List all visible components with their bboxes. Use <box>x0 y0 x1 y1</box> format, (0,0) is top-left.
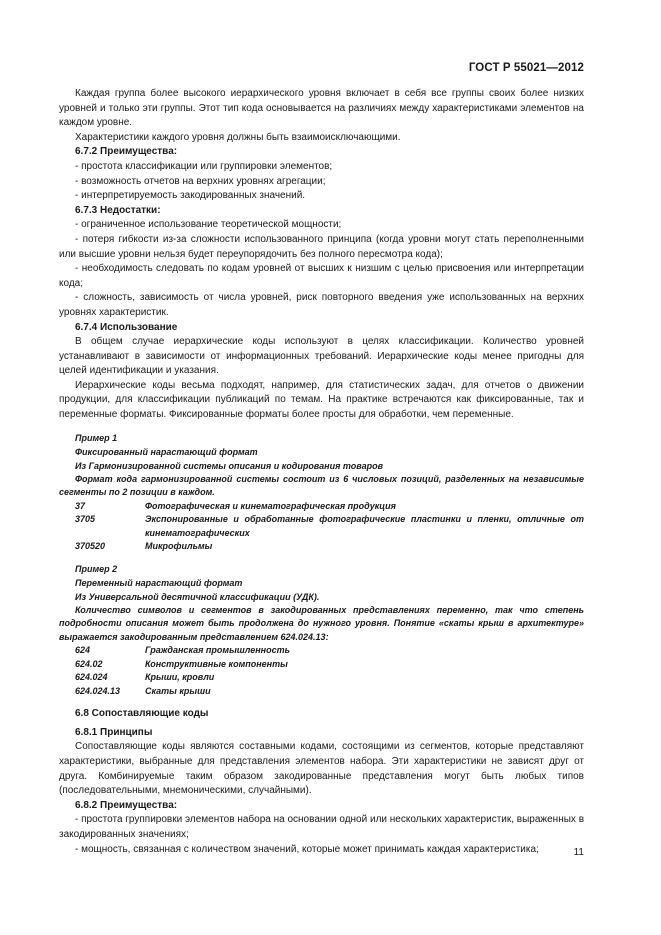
example-row <box>59 658 584 672</box>
example-row <box>59 500 584 514</box>
list-item: - возможность отчетов на верхних уровнях агрегации; <box>59 175 584 190</box>
section-heading: 6.8.2 Преимущества: <box>75 799 178 811</box>
section-heading: 6.8.1 Принципы <box>75 726 153 738</box>
example-row <box>59 513 584 540</box>
page-number: 11 <box>573 847 584 858</box>
example-row <box>59 644 584 658</box>
list-item: - простота группировки элементов набора на основании одной или нескольких характеристик, выраженных в закодированных значениях; <box>59 813 584 842</box>
list-item: - ограниченное использование теоретической мощности; <box>59 218 584 233</box>
example-row <box>59 685 584 699</box>
example-desc: Фотографическая и кинематографическая продукция <box>145 500 396 511</box>
example-row <box>59 671 584 685</box>
example-paragraph: Формат кода гармонизированной системы состоит из 6 числовых позиций, разделенных на независимые сегменты по 2 позиции в каждом. <box>59 473 584 498</box>
example-code: 624.024 <box>75 672 108 683</box>
example-title: Пример 1 <box>75 432 118 443</box>
example-title: Пример 2 <box>75 563 118 574</box>
example-code: 370520 <box>75 541 106 552</box>
example-code: 624.024.13 <box>75 685 121 696</box>
list-item: - необходимость следовать по кодам уровней от высших к низшим с целью присвоения или интерпретации кода; <box>59 262 584 291</box>
paragraph: Иерархические коды весьма подходят, например, для статистических задач, для отчетов о движении продукции, для классификации публикаций по темам. На практике встречаются как фиксированные, так и переменные форматы. Фиксированные форматы более просты для обработки, чем переменные. <box>59 379 584 421</box>
example-line: Переменный нарастающий формат <box>75 577 243 588</box>
document-body <box>59 87 584 857</box>
example-code: 624.02 <box>75 658 103 669</box>
example-line: Из Гармонизированной системы описания и кодирования товаров <box>75 460 384 471</box>
paragraph: В общем случае иерархические коды используют в целях классификации. Количество уровней устанавливают в зависимости от информационных требований. Иерархические коды менее пригодны для целей идентификации и указания. <box>59 336 584 377</box>
example-code: 624 <box>75 645 91 656</box>
example-desc: Крыши, кровли <box>145 672 215 683</box>
section-heading: 6.7.2 Преимущества: <box>75 146 178 158</box>
paragraph: Характеристики каждого уровня должны быть взаимоисключающими. <box>75 131 401 143</box>
example-desc: Микрофильмы <box>145 541 213 552</box>
paragraph: Каждая группа более высокого иерархического уровня включает в себя все группы своих более низких уровней и только эти группы. Этот тип кода основывается на различиях между характеристиками элементов на каждом уровне. <box>59 88 584 129</box>
example-desc: Скаты крыши <box>145 685 211 696</box>
list-item: - мощность, связанная с количеством значений, которые может принимать каждая характеристика; <box>59 843 584 858</box>
section-heading: 6.7.3 Недостатки: <box>75 204 161 216</box>
example-row <box>59 540 584 554</box>
example-desc: Конструктивные компоненты <box>145 658 288 669</box>
section-heading: 6.8 Сопоставляющие коды <box>75 708 209 720</box>
document-header: ГОСТ Р 55021—2012 <box>468 62 584 74</box>
section-heading: 6.7.4 Использование <box>75 321 178 333</box>
example-line: Из Универсальной десятичной классификации (УДК). <box>75 591 320 602</box>
list-item: - потеря гибкости из-за сложности использованного принципа (когда уровни могут стать переполненными или высшие уровни нельзя будет переупорядочить без полного пересмотра кода); <box>59 233 584 262</box>
list-item: - интерпретируемость закодированных значений. <box>59 189 584 204</box>
example-line: Фиксированный нарастающий формат <box>75 446 258 457</box>
example-desc: Экспонированные и обработанные фотографические пластинки и пленки, отличные от кинематографических <box>145 514 584 538</box>
example-code: 3705 <box>75 514 96 525</box>
list-item: - сложность, зависимость от числа уровней, риск повторного введения уже использованных на верхних уровнях характеристик. <box>59 291 584 320</box>
example-code: 37 <box>75 500 86 511</box>
list-item: - простота классификации или группировки элементов; <box>59 160 584 175</box>
paragraph: Сопоставляющие коды являются составными кодами, состоящими из сегментов, которые представляют характеристики, выбранные для представления элементов набора. Эти характеристики не зависят друг от друга. Комбинируемые таким образом закодированные представления могут быть любых типов (последовательными, мнемоническими, случайными). <box>59 741 584 797</box>
example-paragraph: Количество символов и сегментов в закодированных представлениях переменно, так что степень подробности описания может быть продолжена до нужного уровня. Понятие «скаты крыш в архитектуре» выражается закодированным представлением 624.024.13: <box>59 604 584 642</box>
example-desc: Гражданская промышленность <box>145 645 290 656</box>
